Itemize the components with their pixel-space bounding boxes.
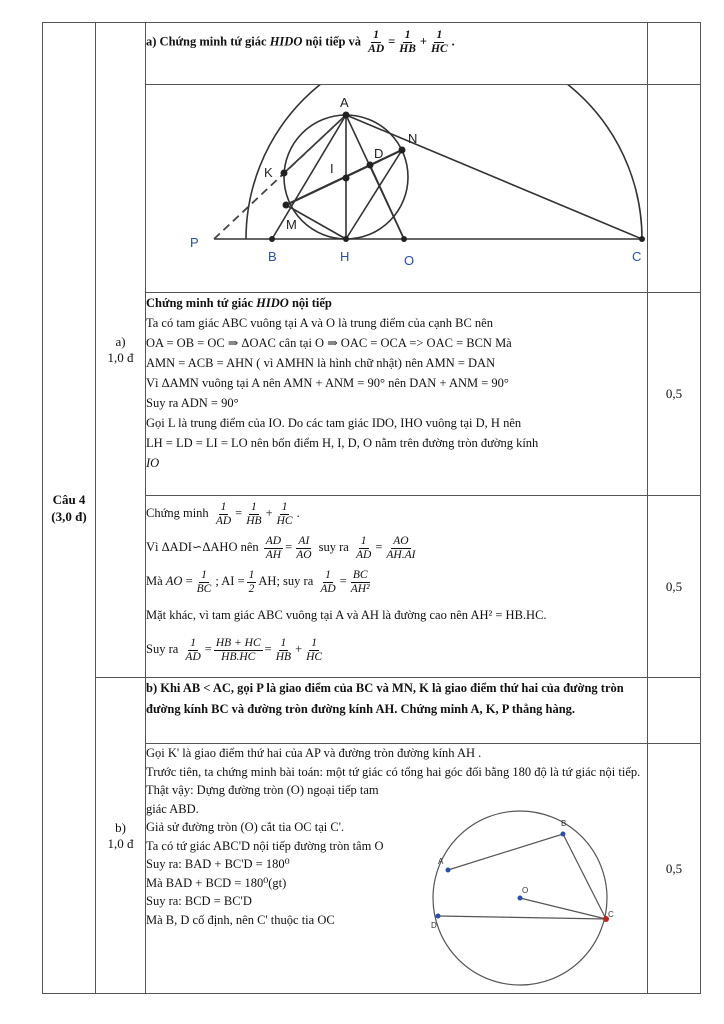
figure-1-cell [146,85,648,293]
score-a-1: 0,5 [648,293,701,496]
question-points: (3,0 đ) [51,509,87,524]
svg-text:O: O [522,886,529,895]
question-label: Câu 4 [52,492,86,507]
geometry-figure-2 [428,804,628,989]
part-b-proof: Gọi K' là giao điểm thứ hai của AP và đường tròn đường kính AH . Trước tiên, ta chứng minh bài toán: một tứ giác có tổng hai góc đối bằng 180 độ là tứ giác nội tiếp. Thật vậy: Dựng đường tròn (O) ngoại tiếp tam giác ABD. Giả sử đường tròn (O) cắt tia OC tại C'. Ta có tứ giác ABC'D nội tiếp đường tròn tâm O Suy ra: BAD + BC'D = 180⁰ Mà BAD + BCD = 180⁰(gt) Suy ra: BCD = BC'D Mà B, D cố định, nên C' thuộc tia OC A B O C D [146,744,648,994]
part-b-label: b) [115,819,126,835]
label-K: K [264,165,273,180]
part-b-heading: b) Khi AB < AC, gọi P là giao điểm của BC và MN, K là giao điểm thứ hai của đường tròn đường kính BC và đường tròn đường kính AH. Chứng minh A, K, P thẳng hàng. [146,678,648,744]
answer-table [42,22,701,994]
part-a-points: 1,0 đ [107,350,134,365]
part-b-points: 1,0 đ [107,835,134,851]
part-a-heading: a) Chứng minh tứ giác HIDO nội tiếp và $\frac{1}{AD}$ = $\frac{1}{HB}$ + $\frac{1}{HC}$ . [146,23,648,85]
part-a-cell [96,23,146,678]
label-M: M [286,217,297,232]
part-b-cell [96,678,146,994]
label-I: I [330,161,334,176]
part-a-proof-2: Chứng minh $\frac{1}{AD}$ = $\frac{1}{HB}$ + $\frac{1}{HC}$ . Vì ΔADI∽ΔAHO nên $\frac{AD}{AH}$ = $\frac{AI}{AO}$ suy ra $\frac{1}{AD}$ = $\frac{AO}{AH.AI}$ Mà AO = $\frac{1}{BC}$ ; AI = $\frac{1}{2}$ AH; suy ra $\frac{1}{AD}$ = $\frac{BC}{\text{AH²}}$ Mặt khác, vì tam giác ABC vuông tại A và AH là đường cao nên AH² = HB.HC. Suy ra $\frac{1}{AD}$ = $\frac{HB + HC}{HB.HC}$ = $\frac{1}{HB}$ + $\frac{1}{HC}$ [146,496,648,678]
question-cell [43,23,96,994]
svg-text:A: A [438,857,444,866]
label-D: D [374,146,384,161]
label-H: H [340,249,350,264]
label-O: O [404,253,415,268]
label-A: A [340,95,349,110]
part-a-label: a) [115,334,126,349]
score-b: 0,5 [648,744,701,994]
label-B: B [268,249,277,264]
svg-text:C: C [608,910,614,919]
geometry-figure-1 [146,85,646,288]
label-P: P [190,235,199,250]
svg-text:D: D [431,921,437,930]
svg-text:B: B [561,819,567,828]
label-N: N [408,131,418,146]
score-a-2: 0,5 [648,496,701,678]
part-a-proof-1: Chứng minh tứ giác HIDO nội tiếp Ta có tam giác ABC vuông tại A và O là trung điểm của cạnh BC nên OA = OB = OC ⇒ ΔOAC cân tại O ⇒ OAC = OCA => OAC = BCN Mà AMN = ACB = AHN ( vì AMHN là hình chữ nhật) nên AMN = DAN Vì ΔAMN vuông tại A nên AMN + ANM = 90° nên DAN + ANM = 90° Suy ra ADN = 90° Gọi L là trung điểm của IO. Do các tam giác IDO, IHO vuông tại D, H nên LH = LD = LI = LO nên bốn điểm H, I, D, O nằm trên đường tròn đường kính IO [146,293,648,496]
label-C: C [632,249,642,264]
